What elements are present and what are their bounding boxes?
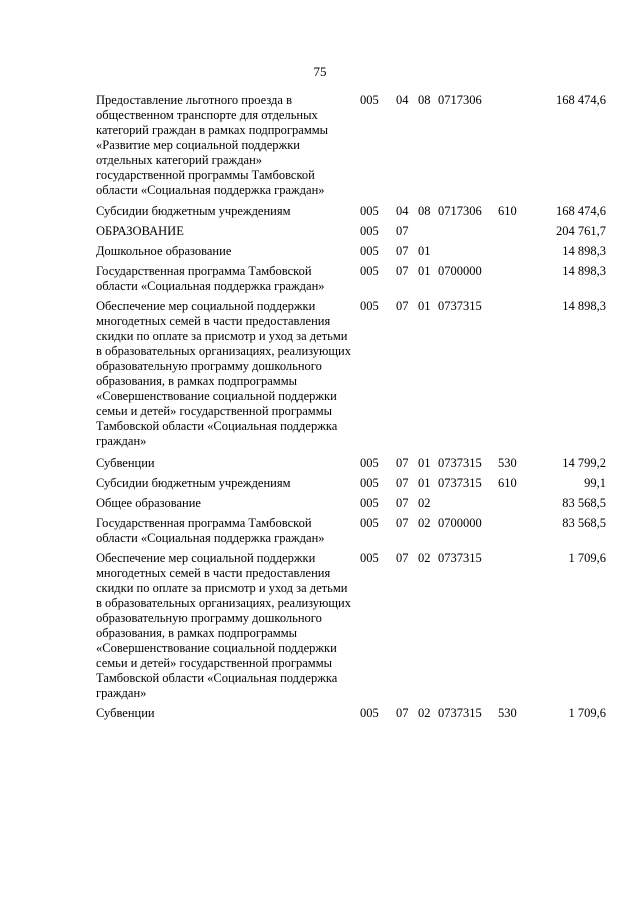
subsection-code: 08	[418, 93, 431, 107]
subsection-code: 02	[418, 706, 431, 720]
subsection-code: 01	[418, 299, 431, 313]
department-code: 005	[360, 456, 379, 470]
table-row	[96, 204, 606, 219]
subsection-code: 02	[418, 516, 431, 530]
expense-type-code: 610	[498, 476, 517, 490]
subsection-code: 08	[418, 204, 431, 218]
subsection-code: 01	[418, 264, 431, 278]
amount: 83 568,5	[562, 496, 606, 510]
amount: 14 898,3	[562, 264, 606, 278]
table-row	[96, 299, 606, 449]
expense-type-code: 530	[498, 456, 517, 470]
item-description: Обеспечение мер социальной поддержки многодетных семей в части предоставления скидки по оплате за присмотр и уход за детьми в образовательных организациях, реализующих образовательную программу дошкольного образования, в рамках подпрограммы «Совершенствование социальной поддержки семьи и детей» государственной программы Тамбовской области «Социальная поддержка граждан»	[96, 299, 351, 448]
department-code: 005	[360, 496, 379, 510]
amount: 168 474,6	[556, 93, 606, 107]
subsection-code: 02	[418, 551, 431, 565]
table-row	[96, 476, 606, 491]
target-article-code: 0737315	[438, 299, 482, 313]
department-code: 005	[360, 264, 379, 278]
target-article-code: 0737315	[438, 551, 482, 565]
item-description: Субсидии бюджетным учреждениям	[96, 204, 291, 218]
item-description: Дошкольное образование	[96, 244, 232, 258]
target-article-code: 0717306	[438, 93, 482, 107]
amount: 1 709,6	[568, 706, 606, 720]
target-article-code: 0717306	[438, 204, 482, 218]
item-description: Предоставление льготного проезда в общественном транспорте для отдельных категорий граждан в рамках подпрограммы «Развитие мер социальной поддержки отдельных категорий граждан» государственной программы Тамбовской области «Социальная поддержка граждан»	[96, 93, 329, 197]
amount: 204 761,7	[556, 224, 606, 238]
target-article-code: 0737315	[438, 706, 482, 720]
target-article-code: 0700000	[438, 264, 482, 278]
target-article-code: 0737315	[438, 476, 482, 490]
section-code: 07	[396, 496, 409, 510]
table-row	[96, 224, 606, 239]
item-description: Государственная программа Тамбовской области «Социальная поддержка граждан»	[96, 516, 325, 545]
department-code: 005	[360, 476, 379, 490]
department-code: 005	[360, 516, 379, 530]
department-code: 005	[360, 204, 379, 218]
section-code: 07	[396, 264, 409, 278]
section-code: 07	[396, 516, 409, 530]
amount: 83 568,5	[562, 516, 606, 530]
department-code: 005	[360, 299, 379, 313]
section-code: 07	[396, 706, 409, 720]
item-description: Обеспечение мер социальной поддержки многодетных семей в части предоставления скидки по оплате за присмотр и уход за детьми в образовательных организациях, реализующих образовательную программу дошкольного образования, в рамках подпрограммы «Совершенствование социальной поддержки семьи и детей» государственной программы Тамбовской области «Социальная поддержка граждан»	[96, 551, 351, 700]
subsection-code: 01	[418, 456, 431, 470]
amount: 14 898,3	[562, 299, 606, 313]
section-code: 07	[396, 551, 409, 565]
section-code: 07	[396, 476, 409, 490]
section-code: 04	[396, 93, 409, 107]
department-code: 005	[360, 224, 379, 238]
item-description: ОБРАЗОВАНИЕ	[96, 224, 184, 238]
table-row	[96, 516, 606, 546]
department-code: 005	[360, 551, 379, 565]
subsection-code: 01	[418, 244, 431, 258]
item-description: Государственная программа Тамбовской области «Социальная поддержка граждан»	[96, 264, 325, 293]
table-row	[96, 456, 606, 471]
table-row	[96, 706, 606, 721]
amount: 99,1	[584, 476, 606, 490]
department-code: 005	[360, 244, 379, 258]
page-number: 75	[313, 64, 327, 79]
section-code: 07	[396, 224, 409, 238]
target-article-code: 0700000	[438, 516, 482, 530]
department-code: 005	[360, 706, 379, 720]
table-row	[96, 264, 606, 294]
table-row	[96, 93, 606, 198]
target-article-code: 0737315	[438, 456, 482, 470]
section-code: 04	[396, 204, 409, 218]
department-code: 005	[360, 93, 379, 107]
table-row	[96, 244, 606, 259]
section-code: 07	[396, 244, 409, 258]
amount: 14 898,3	[562, 244, 606, 258]
item-description: Общее образование	[96, 496, 201, 510]
item-description: Субсидии бюджетным учреждениям	[96, 476, 291, 490]
table-row	[96, 551, 606, 701]
section-code: 07	[396, 299, 409, 313]
item-description: Субвенции	[96, 456, 155, 470]
budget-table	[96, 93, 606, 721]
expense-type-code: 530	[498, 706, 517, 720]
amount: 1 709,6	[568, 551, 606, 565]
item-description: Субвенции	[96, 706, 155, 720]
subsection-code: 01	[418, 476, 431, 490]
expense-type-code: 610	[498, 204, 517, 218]
amount: 168 474,6	[556, 204, 606, 218]
section-code: 07	[396, 456, 409, 470]
subsection-code: 02	[418, 496, 431, 510]
amount: 14 799,2	[562, 456, 606, 470]
table-row	[96, 496, 606, 511]
